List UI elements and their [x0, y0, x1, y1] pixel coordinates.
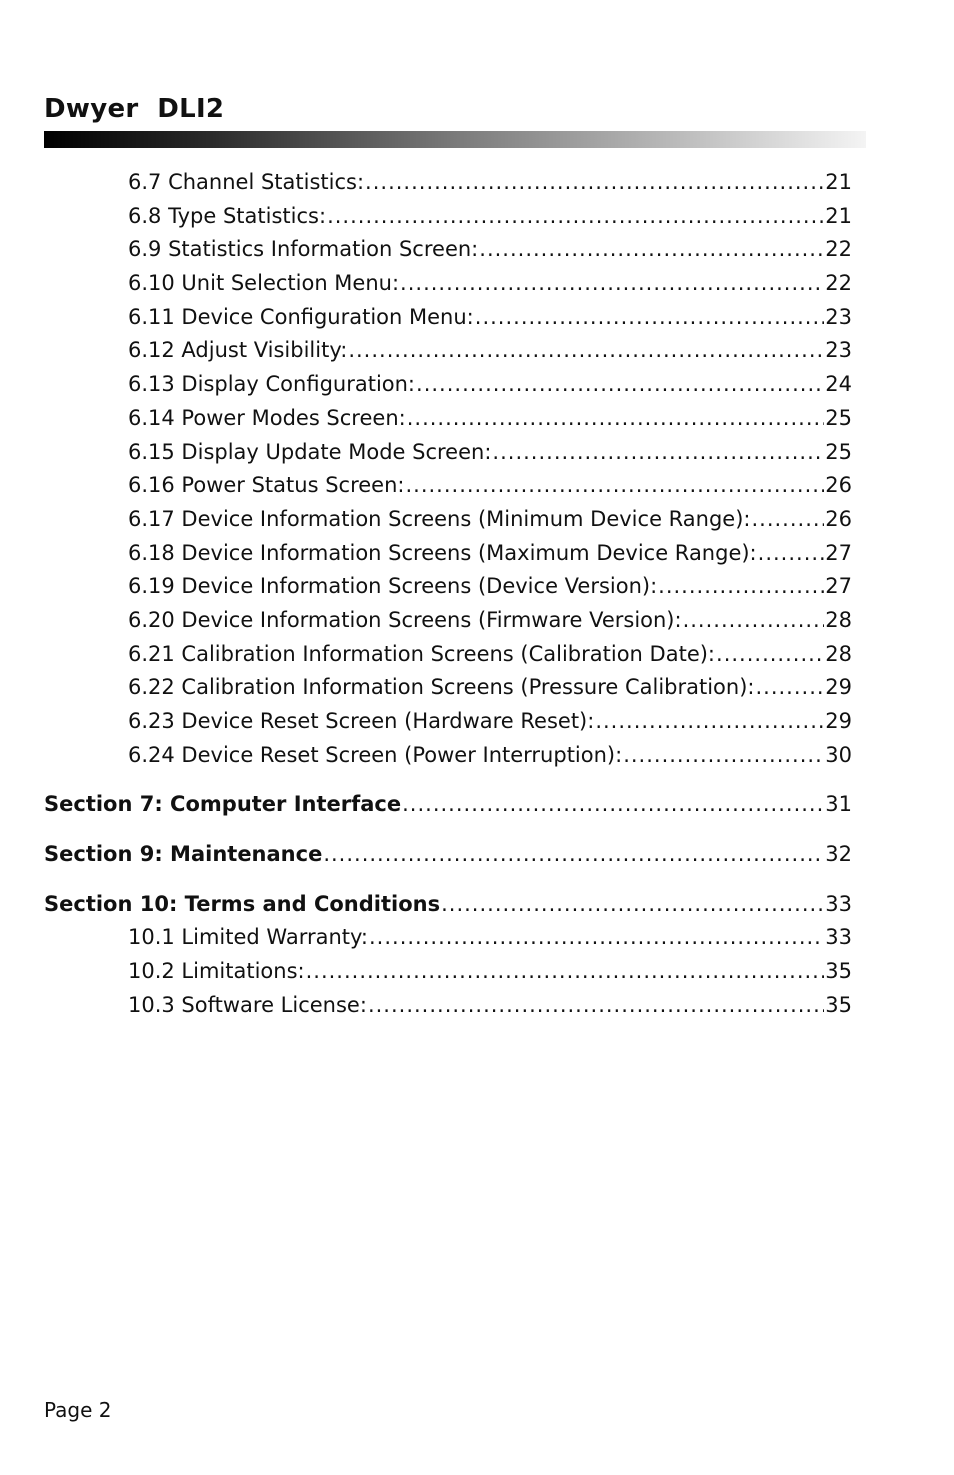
toc-dot-leader: [755, 671, 824, 705]
toc-entry-label: 10.2 Limitations:: [128, 959, 305, 984]
toc-entry-page: 21: [825, 170, 852, 194]
toc-entry-label: 6.9 Statistics Information Screen:: [128, 237, 479, 262]
toc-entry-label: 6.21 Calibration Information Screens (Calibration Date):: [128, 641, 716, 666]
toc-subsection-entry[interactable]: [128, 537, 852, 571]
toc-dot-leader: [441, 888, 824, 922]
toc-entry-label: 6.19 Device Information Screens (Device Version):: [128, 574, 658, 599]
toc-subsection-entry[interactable]: [128, 233, 852, 267]
toc-entry-page: 26: [825, 473, 852, 498]
toc-dot-leader: [402, 788, 824, 822]
toc-entry-page: 24: [825, 372, 852, 397]
toc-dot-leader: [758, 537, 825, 571]
toc-entry-page: 22: [825, 237, 852, 262]
toc-dot-leader: [595, 705, 824, 739]
toc-entry-page: 33: [825, 891, 852, 916]
toc-dot-leader: [405, 469, 824, 503]
toc-subsection-entry[interactable]: [128, 671, 852, 705]
document-header: [44, 94, 224, 124]
toc-entry-label: 6.14 Power Modes Screen:: [128, 405, 406, 430]
toc-subsection-entry[interactable]: [128, 921, 852, 955]
table-of-contents: [0, 166, 954, 1023]
toc-entry-page: 30: [825, 742, 852, 767]
toc-entry-page: 22: [825, 271, 852, 296]
toc-subsection-entry[interactable]: [128, 570, 852, 604]
toc-dot-leader: [306, 955, 825, 989]
toc-entry-page: 26: [825, 506, 852, 531]
toc-dot-leader: [492, 436, 824, 470]
toc-entry-page: 29: [825, 709, 852, 733]
toc-dot-leader: [479, 233, 824, 267]
toc-subsection-entry[interactable]: [128, 989, 852, 1023]
toc-section-entry[interactable]: [44, 888, 852, 922]
toc-entry-page: 23: [825, 304, 852, 329]
toc-dot-leader: [623, 739, 824, 773]
toc-entry-page: 33: [825, 925, 852, 950]
toc-entry-page: 23: [825, 338, 852, 363]
page-number: Page 2: [44, 1398, 112, 1422]
toc-subsection-entry[interactable]: [128, 368, 852, 402]
toc-dot-leader: [416, 368, 824, 402]
toc-subsection-entry[interactable]: [128, 200, 852, 234]
toc-entry-label: 6.10 Unit Selection Menu:: [128, 271, 400, 296]
toc-entry-label: 6.11 Device Configuration Menu:: [128, 304, 474, 329]
toc-section-entry[interactable]: [44, 788, 852, 822]
toc-entry-label: 6.13 Display Configuration:: [128, 372, 416, 397]
toc-section-entry[interactable]: [44, 838, 852, 872]
toc-dot-leader: [400, 267, 824, 301]
toc-dot-leader: [368, 989, 824, 1023]
toc-entry-label: 6.12 Adjust Visibility:: [128, 338, 348, 363]
toc-entry-label: Section 9: Maintenance: [44, 842, 323, 867]
toc-entry-page: 32: [825, 842, 852, 867]
toc-subsection-entry[interactable]: [128, 503, 852, 537]
toc-subsection-entry[interactable]: [128, 739, 852, 773]
toc-subsection-entry[interactable]: [128, 955, 852, 989]
toc-entry-label: 6.8 Type Statistics:: [128, 203, 327, 228]
toc-dot-leader: [407, 402, 825, 436]
toc-dot-leader: [683, 604, 825, 638]
toc-entry-page: 35: [825, 959, 852, 984]
toc-subsection-entry[interactable]: [128, 334, 852, 368]
toc-entry-label: 6.17 Device Information Screens (Minimum Device Range):: [128, 506, 751, 531]
toc-subsection-entry[interactable]: [128, 402, 852, 436]
toc-entry-label: 6.20 Device Information Screens (Firmware Version):: [128, 607, 682, 632]
toc-dot-leader: [348, 334, 824, 368]
toc-subsection-entry[interactable]: [128, 604, 852, 638]
toc-subsection-entry[interactable]: [128, 705, 852, 739]
toc-dot-leader: [365, 166, 824, 200]
toc-entry-label: Section 7: Computer Interface: [44, 792, 402, 817]
toc-entry-label: 6.15 Display Update Mode Screen:: [128, 439, 492, 464]
toc-dot-leader: [751, 503, 824, 537]
toc-dot-leader: [327, 200, 824, 234]
toc-subsection-entry[interactable]: [128, 638, 852, 672]
toc-dot-leader: [369, 921, 824, 955]
toc-entry-label: 6.18 Device Information Screens (Maximum Device Range):: [128, 540, 757, 565]
toc-entry-label: 6.24 Device Reset Screen (Power Interruption):: [128, 742, 623, 767]
toc-dot-leader: [475, 301, 825, 335]
toc-entry-page: 31: [825, 792, 852, 817]
toc-entry-page: 27: [825, 540, 852, 565]
header-gradient-bar: [44, 131, 866, 148]
toc-dot-leader: [323, 838, 824, 872]
toc-entry-page: 25: [825, 439, 852, 464]
toc-subsection-entry[interactable]: [128, 301, 852, 335]
toc-entry-label: 6.7 Channel Statistics:: [128, 170, 365, 194]
toc-entry-page: 27: [825, 574, 852, 599]
toc-dot-leader: [716, 638, 824, 672]
toc-entry-label: 10.1 Limited Warranty:: [128, 925, 368, 950]
toc-entry-label: 6.16 Power Status Screen:: [128, 473, 405, 498]
toc-entry-page: 35: [825, 992, 852, 1017]
toc-entry-page: 21: [825, 203, 852, 228]
toc-subsection-entry[interactable]: [128, 436, 852, 470]
document-title: Dwyer DLI2: [44, 94, 225, 124]
toc-entry-label: 6.23 Device Reset Screen (Hardware Reset):: [128, 709, 595, 733]
toc-entry-page: 28: [825, 641, 852, 666]
toc-dot-leader: [658, 570, 824, 604]
toc-entry-page: 28: [825, 607, 852, 632]
toc-entry-page: 29: [825, 675, 852, 700]
toc-subsection-entry[interactable]: [128, 267, 852, 301]
toc-entry-label: 6.22 Calibration Information Screens (Pressure Calibration):: [128, 675, 755, 700]
toc-entry-label: 10.3 Software License:: [128, 992, 367, 1017]
toc-entry-page: 25: [825, 405, 852, 430]
toc-subsection-entry[interactable]: [128, 469, 852, 503]
toc-subsection-entry[interactable]: [128, 166, 852, 200]
toc-entry-label: Section 10: Terms and Conditions: [44, 891, 441, 916]
